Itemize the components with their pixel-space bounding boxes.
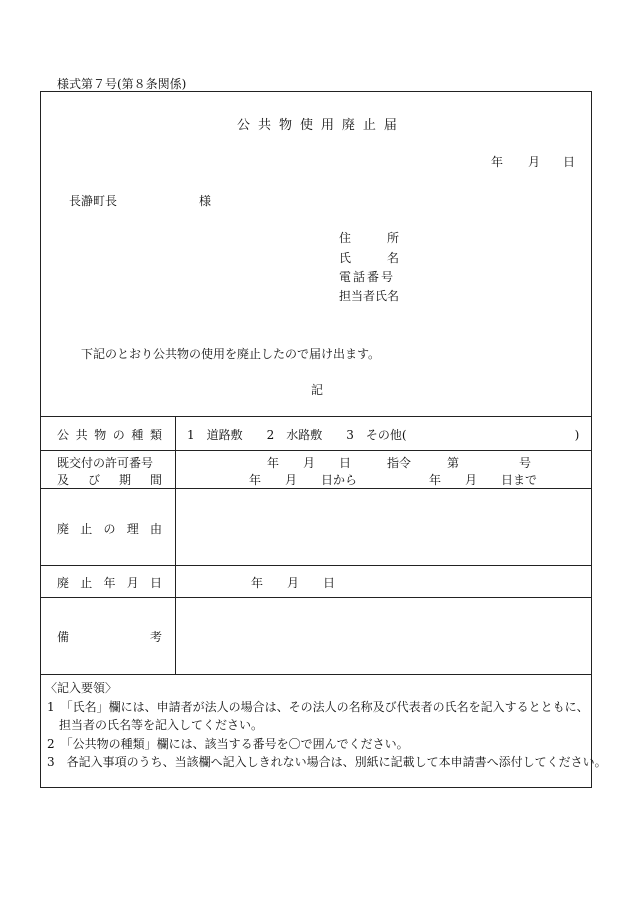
- kind-options: 1 道路敷 2 水路敷 3 その他( ): [187, 428, 580, 442]
- row-divider: [41, 597, 591, 598]
- note-item: 担当者の氏名等を記入してください。: [59, 718, 264, 732]
- title-char: 用: [320, 118, 334, 133]
- title-char: 届: [383, 118, 397, 133]
- note-item: 2 「公共物の種類」欄には、該当する番号を〇で囲んでください。: [47, 737, 409, 751]
- row-divider: [41, 565, 591, 566]
- permit-label-1: 既交付の許可番号: [57, 456, 154, 470]
- permit-number-line: 年 月 日 指令 第 号: [267, 456, 532, 470]
- permit-period-line: 年 月 日から 年 月 日まで: [249, 473, 538, 487]
- date-month: 月: [528, 155, 541, 169]
- note-item: 1 「氏名」欄には、申請者が法人の場合は、その法人の名称及び代表者の氏名を記入するとともに、: [47, 700, 589, 714]
- title-char: 使: [299, 118, 313, 133]
- title-char: 物: [278, 118, 292, 133]
- row-divider: [41, 450, 591, 451]
- remarks-label: 備 考: [57, 630, 162, 644]
- permit-label-2: 及 び 期 間: [57, 473, 162, 487]
- address-label: 住 所: [339, 231, 399, 245]
- addressee-honorific: 様: [199, 194, 212, 208]
- title-char: 止: [362, 118, 376, 133]
- date-day: 日: [563, 155, 576, 169]
- title-char: 廃: [341, 118, 355, 133]
- note-item: 3 各記入事項のうち、当該欄へ記入しきれない場合は、別紙に記載して本申請書へ添付してください。: [47, 755, 607, 769]
- table-top-border: [41, 416, 591, 417]
- date-year: 年: [491, 155, 504, 169]
- reason-label: 廃 止 の 理 由: [57, 522, 162, 536]
- statement-text: 下記のとおり公共物の使用を廃止したので届け出ます。: [81, 347, 381, 361]
- table-bottom-border: [41, 674, 591, 675]
- column-divider: [175, 416, 176, 674]
- contact-label: 担当者氏名: [339, 289, 400, 303]
- abolish-date-label: 廃 止 年 月 日: [57, 576, 162, 590]
- form-title: [237, 114, 397, 133]
- name-label: 氏 名: [339, 251, 399, 265]
- form-frame: [40, 91, 607, 788]
- title-char: 共: [257, 118, 271, 133]
- form-number-label: 様式第７号(第８条関係): [57, 77, 187, 91]
- addressee-name: 長瀞町長: [69, 194, 118, 208]
- title-char: 公: [237, 118, 251, 133]
- ki-label: 記: [311, 383, 324, 397]
- notes-heading: 〈記入要領〉: [45, 681, 118, 695]
- row-divider: [41, 488, 591, 489]
- kind-label: 公 共 物 の 種 類: [57, 428, 162, 442]
- phone-label: 電話番号: [339, 270, 396, 284]
- abolish-date-value: 年 月 日: [251, 576, 336, 590]
